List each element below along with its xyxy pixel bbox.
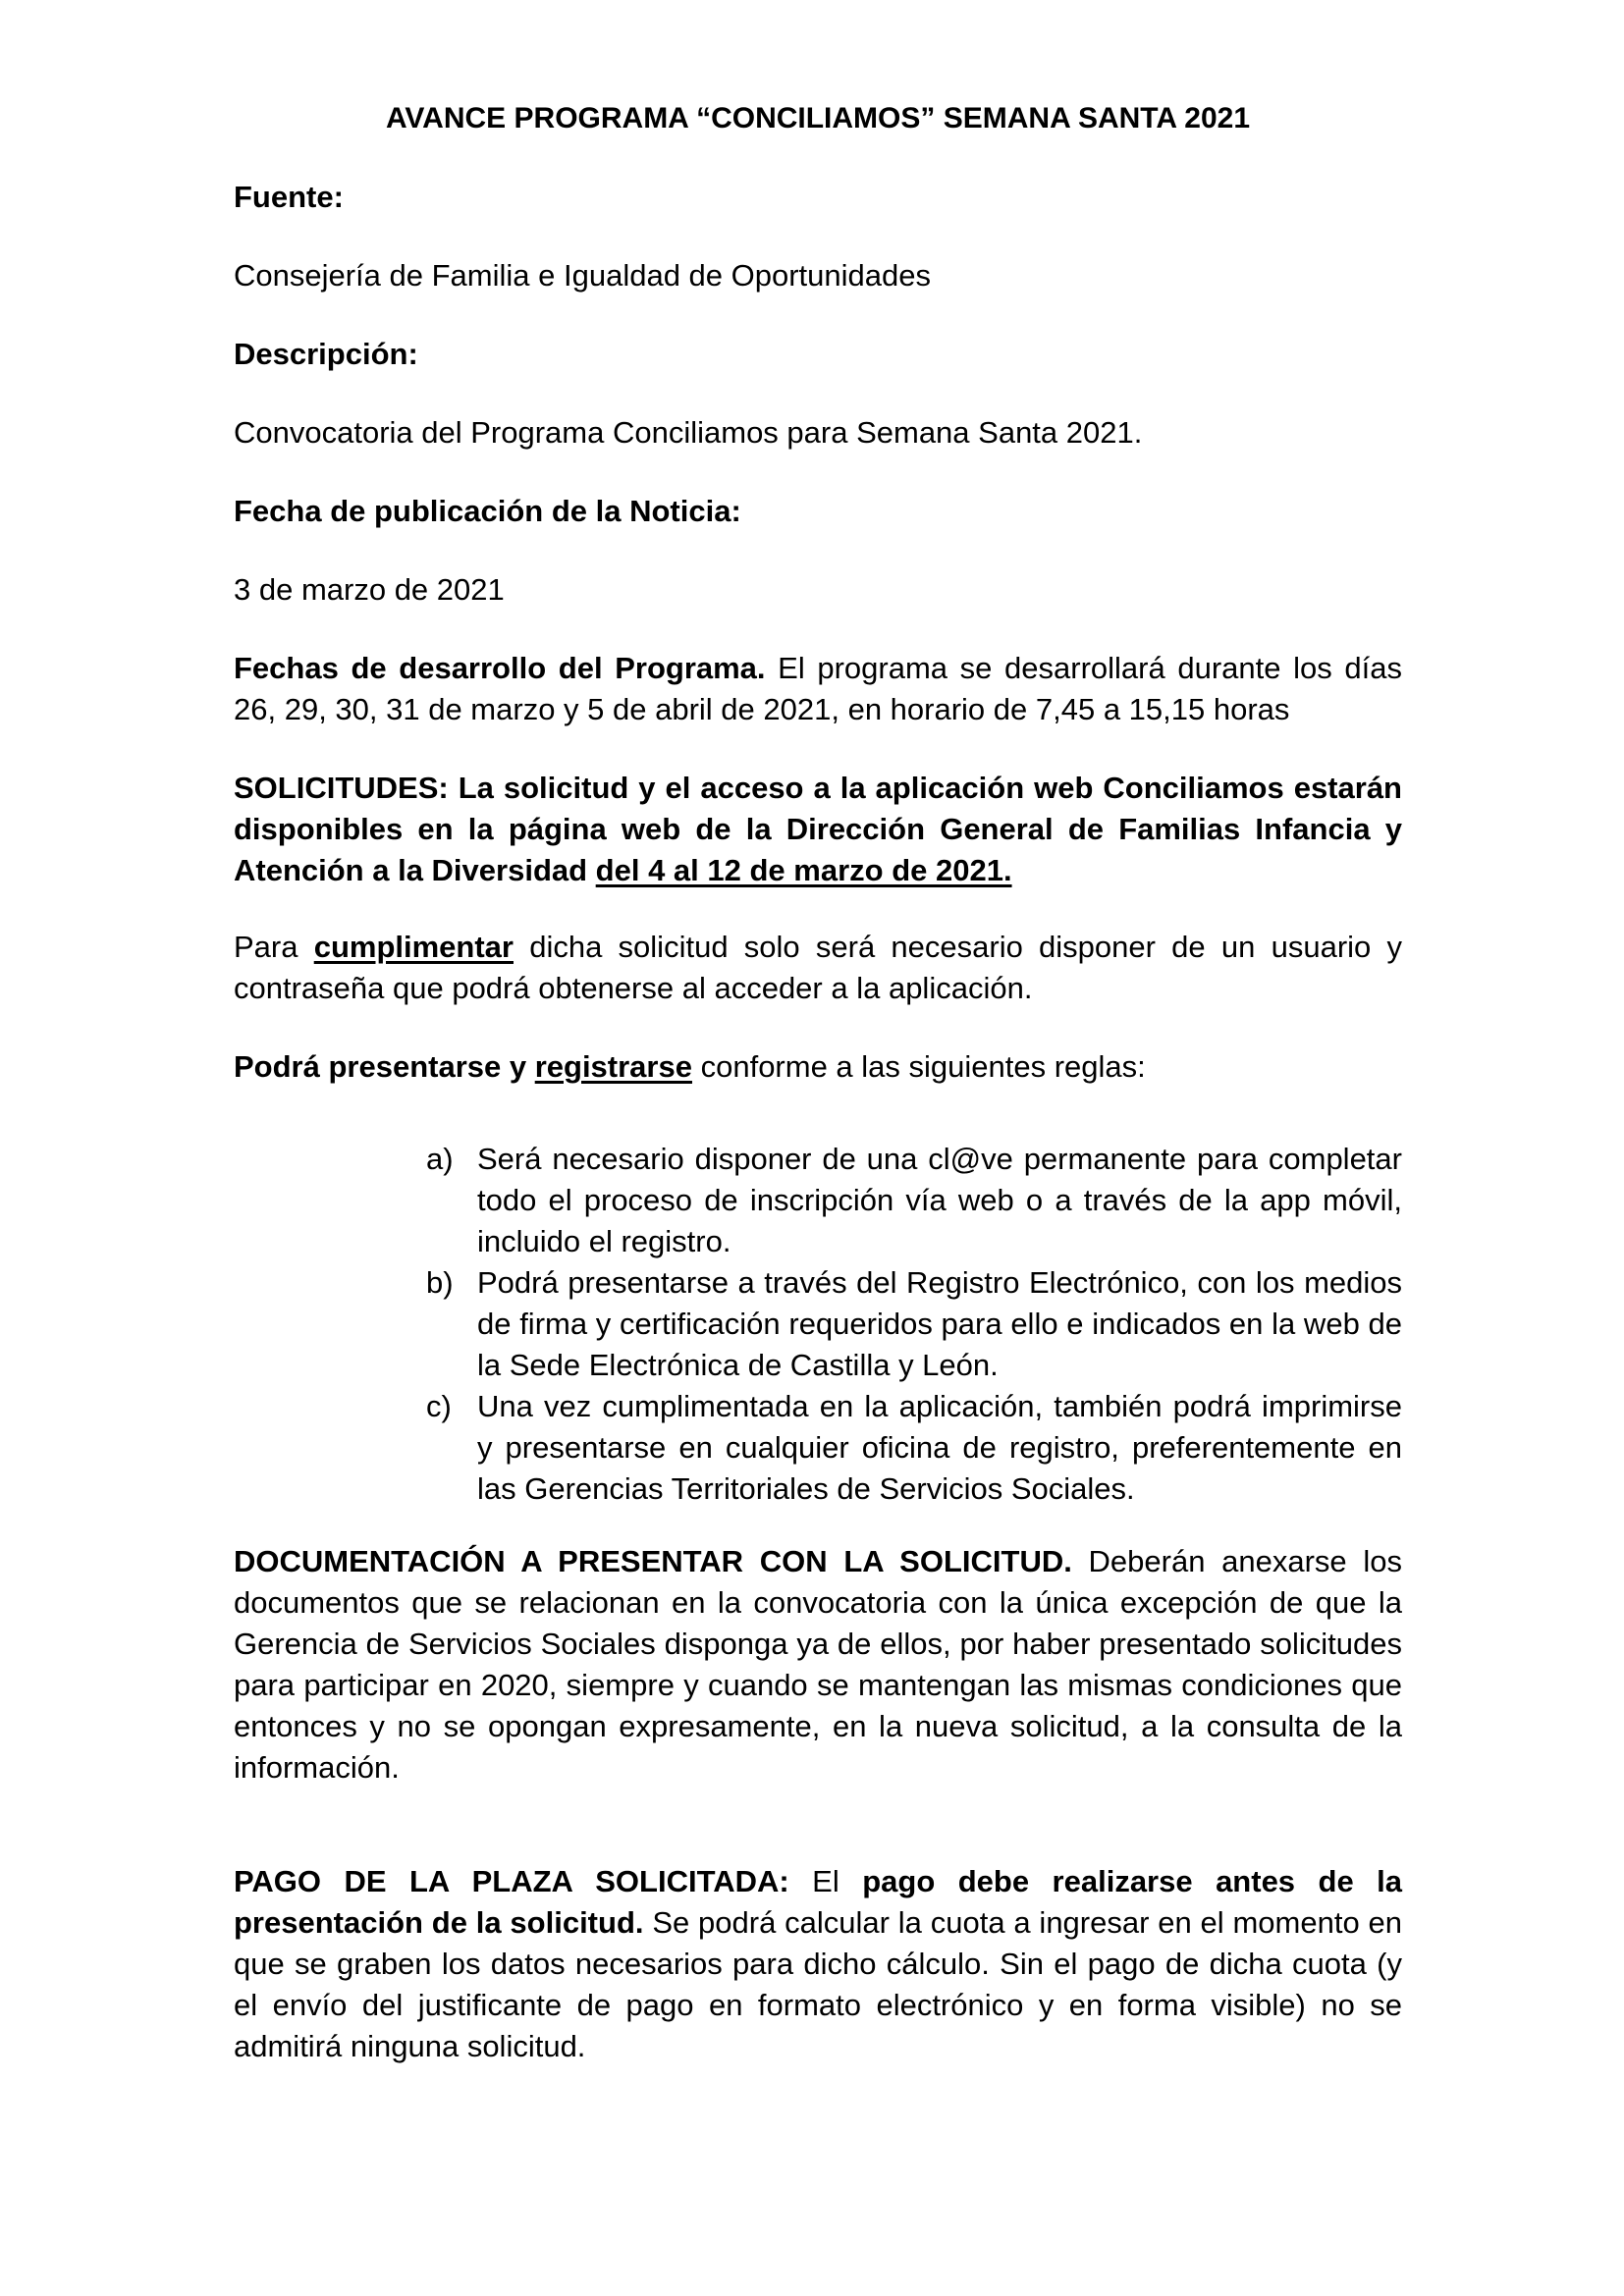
documentacion-label: DOCUMENTACIÓN A PRESENTAR CON LA SOLICITUD. <box>234 1544 1072 1578</box>
documentacion-text: Deberán anexarse los documentos que se relacionan en la convocatoria con la única excepción de que la Gerencia de Servicios Sociales disponga ya de ellos, por haber presentado solicitudes para participar en 2020, siempre y cuando se mantengan las mismas condiciones que entonces y no se opongan expresamente, en la nueva solicitud, a la consulta de la información. <box>234 1544 1402 1785</box>
solicitudes-text: SOLICITUDES: La solicitud y el acceso a la aplicación web Conciliamos estarán disponibles en la página web de la Dirección General de Familias Infancia y Atención a la Diversidad <box>234 771 1402 887</box>
rule-marker: c) <box>426 1389 452 1423</box>
rule-item-a <box>234 1139 1402 1262</box>
pago-bold: pago debe realizarse antes de la presentación de la solicitud. <box>234 1864 1403 1940</box>
solicitudes-paragraph <box>234 768 1402 891</box>
pago-mid: El <box>788 1864 863 1898</box>
pago-paragraph <box>234 1861 1402 2067</box>
cumplimentar-paragraph <box>234 927 1402 1009</box>
rule-item-c <box>234 1386 1402 1510</box>
reglas-paragraph <box>234 1046 1402 1088</box>
fuente-value: Consejería de Familia e Igualdad de Oportunidades <box>234 258 932 293</box>
reglas-after: conforme a las siguientes reglas: <box>691 1049 1146 1084</box>
document-title: AVANCE PROGRAMA “CONCILIAMOS” SEMANA SANTA 2021 <box>385 102 1251 134</box>
fechas-desarrollo-label: Fechas de desarrollo del Programa. <box>234 651 766 685</box>
descripcion-value: Convocatoria del Programa Conciliamos para Semana Santa 2021. <box>234 415 1143 450</box>
pago-label: PAGO DE LA PLAZA SOLICITADA: <box>234 1864 789 1898</box>
rule-item-b <box>234 1262 1402 1386</box>
fecha-publicacion-value: 3 de marzo de 2021 <box>234 572 505 607</box>
rule-marker: a) <box>426 1142 454 1176</box>
reglas-underlined: registrarse <box>534 1049 692 1084</box>
rule-marker: b) <box>426 1265 454 1300</box>
cumplimentar-after: dicha solicitud solo será necesario disponer de un usuario y contraseña que podrá obtenerse al acceder a la aplicación. <box>234 930 1402 1005</box>
pago-text: Se podrá calcular la cuota a ingresar en el momento en que se graben los datos necesarios para dicho cálculo. Sin el pago de dicha cuota (y el envío del justificante de pago en formato electrónico y en forma visible) no se admitirá ninguna solicitud. <box>234 1905 1402 2063</box>
fuente-label: Fuente: <box>234 180 344 214</box>
solicitudes-dates: del 4 al 12 de marzo de 2021. <box>595 853 1012 887</box>
rule-text: Será necesario disponer de una cl@ve permanente para completar todo el proceso de inscripción vía web o a través de la app móvil, incluido el registro. <box>477 1142 1402 1258</box>
rule-text: Podrá presentarse a través del Registro Electrónico, con los medios de firma y certificación requeridos para ello e indicados en la web de la Sede Electrónica de Castilla y León. <box>477 1265 1402 1382</box>
fechas-desarrollo-text: El programa se desarrollará durante los días 26, 29, 30, 31 de marzo y 5 de abril de 2021, en horario de 7,45 a 15,15 horas <box>234 651 1402 726</box>
cumplimentar-before: Para <box>234 930 314 964</box>
rule-text: Una vez cumplimentada en la aplicación, también podrá imprimirse y presentarse en cualquier oficina de registro, preferentemente en las Gerencias Territoriales de Servicios Sociales. <box>477 1389 1402 1506</box>
cumplimentar-word: cumplimentar <box>313 930 514 964</box>
fecha-publicacion-label: Fecha de publicación de la Noticia: <box>234 494 741 528</box>
fechas-desarrollo-paragraph <box>234 648 1402 730</box>
documentacion-paragraph <box>234 1541 1402 1789</box>
descripcion-label: Descripción: <box>234 337 418 371</box>
reglas-bold: Podrá presentarse y <box>234 1049 535 1084</box>
rules-list <box>234 1139 1402 1510</box>
